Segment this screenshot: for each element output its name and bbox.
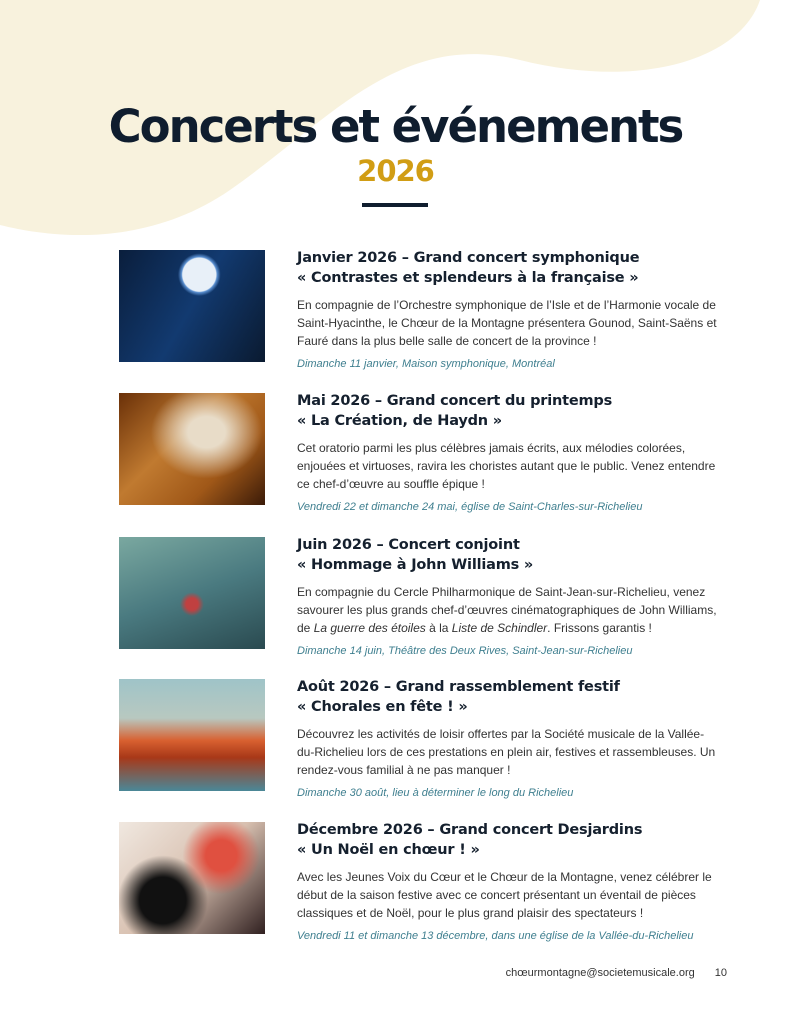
event-title [297, 535, 717, 575]
footer-email: chœurmontagne@societemusicale.org [505, 967, 695, 979]
event-title-line: Mai 2026 – Grand concert du printemps [297, 393, 613, 409]
event-date: Dimanche 14 juin, Théâtre des Deux Rives, Saint-Jean-sur-Richelieu [297, 645, 633, 657]
description-segment: Liste de Schindler [451, 621, 548, 635]
event-description [297, 439, 717, 493]
event-description [297, 868, 717, 922]
title-divider [362, 203, 428, 207]
event-title [297, 248, 717, 288]
page-number: 10 [714, 967, 727, 979]
event-image [119, 679, 265, 791]
event-subtitle: « Contrastes et splendeurs à la française » [297, 270, 639, 286]
description-segment: . Frissons garantis ! [547, 621, 652, 635]
event-date: Vendredi 22 et dimanche 24 mai, église de Saint-Charles-sur-Richelieu [297, 501, 643, 513]
event-title [297, 820, 717, 860]
event-date: Dimanche 11 janvier, Maison symphonique, Montréal [297, 358, 555, 370]
event-subtitle: « Chorales en fête ! » [297, 699, 468, 715]
event-image [119, 393, 265, 505]
page-year: 2026 [357, 154, 434, 188]
description-segment: En compagnie du Cercle Philharmonique de Saint-Jean-sur-Richelieu, venez savourer les plus grands chef-d’œuvres cinématographiques de John Williams, de [297, 585, 717, 635]
event-date: Dimanche 30 août, lieu à déterminer le long du Richelieu [297, 787, 574, 799]
page-title: Concerts et événements [108, 100, 683, 153]
event-subtitle: « Un Noël en chœur ! » [297, 842, 480, 858]
description-segment: La guerre des étoiles [313, 621, 426, 635]
event-title [297, 677, 717, 717]
event-image [119, 822, 265, 934]
event-title-line: Juin 2026 – Concert conjoint [297, 537, 520, 553]
description-segment: Cet oratorio parmi les plus célèbres jamais écrits, aux mélodies colorées, enjouées et virtuoses, ravira les choristes autant que le public. Venez entendre ce chef-d’œuvre au souffle épique ! [297, 441, 716, 491]
event-date: Vendredi 11 et dimanche 13 décembre, dans une église de la Vallée-du-Richelieu [297, 930, 694, 942]
description-segment: Découvrez les activités de loisir offertes par la Société musicale de la Vallée-du-Richelieu lors de ces prestations en plein air, festives et rassembleuses. Un rendez-vous familial à ne pas manquer ! [297, 727, 716, 777]
description-segment: En compagnie de l’Orchestre symphonique de l’Isle et de l’Harmonie vocale de Saint-Hyacinthe, le Chœur de la Montagne présentera Gounod, Saint-Saëns et Fauré dans la plus belle salle de concert de la province ! [297, 298, 717, 348]
event-subtitle: « La Création, de Haydn » [297, 413, 502, 429]
footer [486, 967, 727, 979]
event-title-line: Août 2026 – Grand rassemblement festif [297, 679, 620, 695]
event-image [119, 537, 265, 649]
event-title-line: Décembre 2026 – Grand concert Desjardins [297, 822, 643, 838]
description-segment: à la [425, 621, 452, 635]
event-title-line: Janvier 2026 – Grand concert symphonique [297, 250, 640, 266]
event-image [119, 250, 265, 362]
event-description [297, 725, 717, 779]
description-segment: Avec les Jeunes Voix du Cœur et le Chœur de la Montagne, venez célébrer le début de la saison festive avec ce concert présentant un éventail de pièces classiques et de Noël, pour le plus grand plaisir des spectateurs ! [297, 870, 712, 920]
event-subtitle: « Hommage à John Williams » [297, 557, 534, 573]
event-description [297, 583, 717, 637]
event-title [297, 391, 717, 431]
event-description [297, 296, 717, 350]
